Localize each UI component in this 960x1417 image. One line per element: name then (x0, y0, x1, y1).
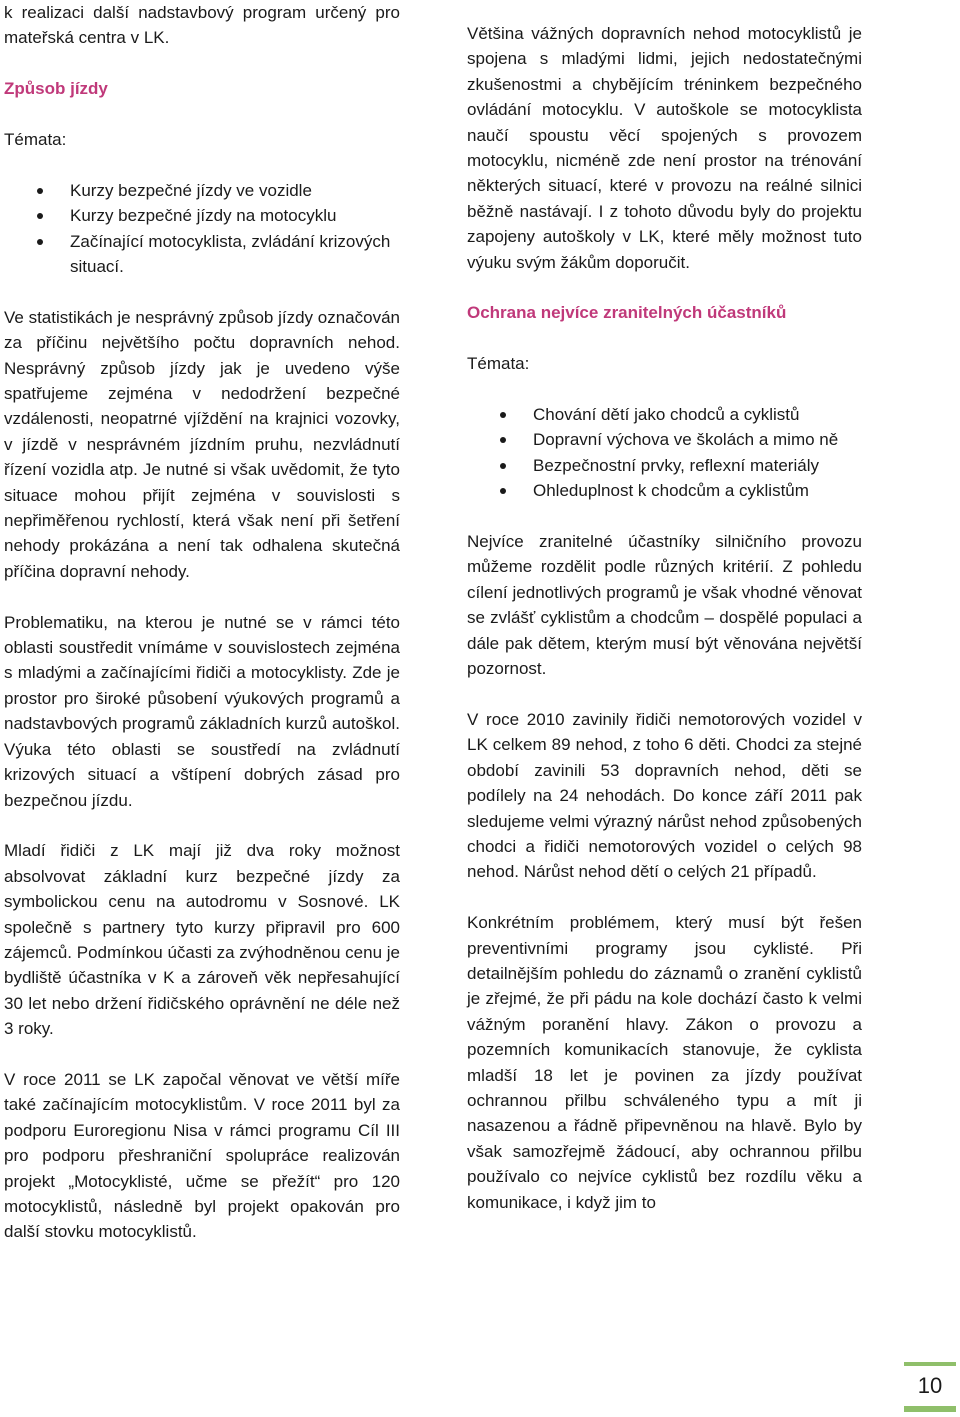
bullet-icon (37, 213, 43, 219)
topics-list (467, 402, 862, 504)
section-heading-vulnerable-participants: Ochrana nejvíce zranitelných účastníků (467, 303, 787, 323)
bullet-icon (500, 437, 506, 443)
list-item: Ohleduplnost k chodcům a cyklistům (467, 478, 862, 503)
topics-label: Témata: (4, 130, 67, 149)
bullet-icon (500, 412, 506, 418)
paragraph: Problematiku, na kterou je nutné se v rámci této oblasti soustředit vnímáme v souvislostech zejména s mladými a začínajícími řidiči a motocyklisty. Zde je prostor pro široké působení výukových programů a nadstavbových programů základních kurzů autoškol. Výuka této oblasti se soustředí na zvládnutí krizových situací a vštípení dobrých zásad pro bezpečnou jízdu. (4, 612, 400, 810)
list-item: Chování dětí jako chodců a cyklistů (467, 402, 862, 427)
footer-rule-top (904, 1362, 956, 1366)
section-heading-riding-style: Způsob jízdy (4, 79, 108, 99)
bullet-icon (500, 488, 506, 494)
paragraph: Většina vážných dopravních nehod motocyklistů je spojena s mladými lidmi, jejich nedostatečnými zkušenostmi a chybějícím tréninkem bezpečného ovládání motocyklu. V autoškole se motocyklista naučí spoustu věcí spojených s provozem motocyklu, nicméně zde není prostor na trénování některých situací, které v provozu na reálné silnici běžně nastávají. I z tohoto důvodu byly do projektu zapojeny autoškoly v LK, které měly možnost tuto výuku svým žákům doporučit. (467, 24, 862, 272)
list-item: Bezpečnostní prvky, reflexní materiály (467, 453, 862, 478)
paragraph: Konkrétním problémem, který musí být řešen preventivními programy jsou cyklisté. Při detailnějším pohledu do záznamů o zranění cyklistů je zřejmé, že při pádu na kole dochází často k velmi vážným poranění hlavy. Zákon o provozu a pozemních komunikacích stanovuje, že cyklista mladší 18 let je povinen za jízdy používat ochrannou přilbu schváleného typu a mít ji nasazenou a řádně připevněnou na hlavě. Bylo by však samozřejmě žádoucí, aby ochrannou přilbu používalo co nejvíce cyklistů bez rozdílu věku a komunikace, i když jim to (467, 913, 862, 1212)
paragraph: V roce 2011 se LK započal věnovat ve větší míře také začínajícím motocyklistům. V roce 2011 byl za podporu Euroregionu Nisa v rámci programu Cíl III pro podporu přeshraniční spolupráce realizován projekt „Motocyklisté, učme se přežít“ pro 120 motocyklistů, následně byl projekt opakován pro další stovku motocyklistů. (4, 1069, 400, 1242)
intro-paragraph: k realizaci další nadstavbový program určený pro mateřská centra v LK. (4, 3, 400, 48)
footer-rule-bottom (904, 1406, 956, 1412)
paragraph: Mladí řidiči z LK mají již dva roky možnost absolvovat základní kurz bezpečné jízdy za symbolickou cenu na autodromu v Sosnové. LK společně s partnery tyto kurzy připravil pro 600 zájemců. Podmínkou účasti za zvýhodněnou cenu je bydliště účastníka v K a zároveň věk nepřesahující 30 let nebo držení řidičského oprávnění ne déle než 3 roky. (4, 841, 400, 1039)
topics-list (4, 178, 400, 280)
left-column (4, 0, 400, 1245)
bullet-icon (500, 463, 506, 469)
bullet-icon (37, 239, 43, 245)
list-item: Dopravní výchova ve školách a mimo ně (467, 427, 862, 452)
list-item: Kurzy bezpečné jízdy ve vozidle (4, 178, 400, 203)
paragraph: Ve statistikách je nesprávný způsob jízdy označován za příčinu největšího počtu dopravních nehod. Nesprávný způsob jízdy jak je uvedeno výše spatřujeme zejména v nedodržení bezpečné vzdálenosti, neopatrné vjíždění na krajnici vozovky, v jízdě v nesprávném jízdním pruhu, nezvládnutí řízení vozidla atp. Je nutné si však uvědomit, že tyto situace mohou přijít zejména v souvislosti s nepřiměřenou rychlostí, která však není při šetření nehody prokázána a není tak odhalena skutečná příčina dopravní nehody. (4, 307, 400, 581)
paragraph: Nejvíce zranitelné účastníky silničního provozu můžeme rozdělit podle různých kritérií. Z pohledu cílení jednotlivých programů je však vhodné věnovat se zvlášť cyklistům a chodcům – dospělé populaci a dále pak dětem, kterým musí být věnována největší pozornost. (467, 532, 862, 679)
list-item: Kurzy bezpečné jízdy na motocyklu (4, 203, 400, 228)
page-number: 10 (917, 1373, 943, 1398)
topics-label: Témata: (467, 354, 530, 374)
paragraph: V roce 2010 zavinily řidiči nemotorových vozidel v LK celkem 89 nehod, z toho 6 děti. Chodci za stejné období zavinili 53 dopravních nehod, děti se podílely na 24 nehodách. Do konce září 2011 pak sledujeme velmi výrazný nárůst nehod způsobených chodci a řidiči nemotorových vozidel o celých 98 nehod. Nárůst nehod dětí o celých 21 případů. (467, 709, 862, 882)
right-column (467, 21, 862, 1215)
list-item: Začínající motocyklista, zvládání krizových situací. (4, 229, 400, 280)
bullet-icon (37, 188, 43, 194)
